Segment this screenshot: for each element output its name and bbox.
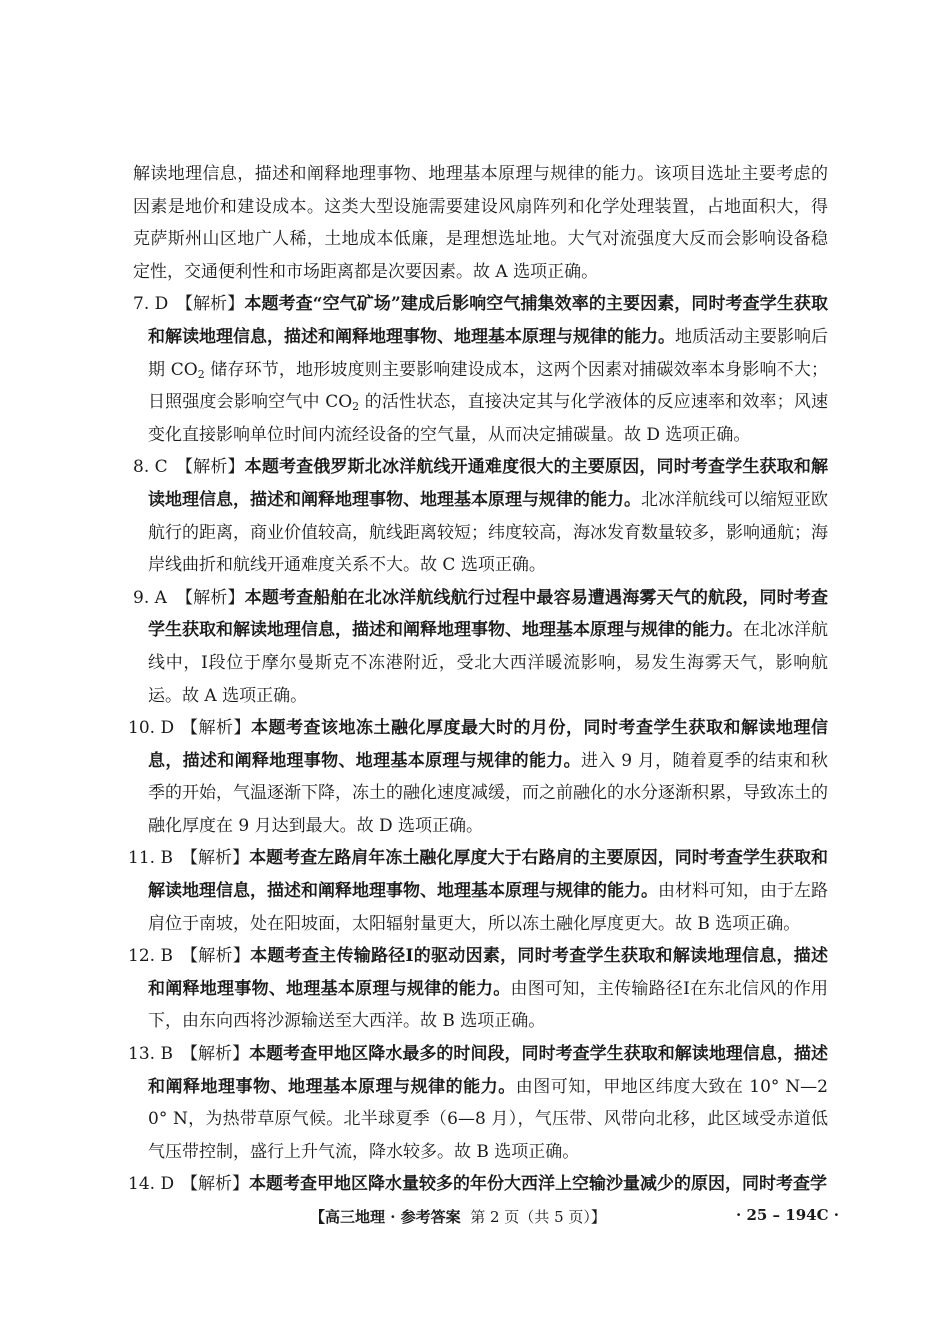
answer-number: 13. B bbox=[128, 1044, 173, 1065]
answer-content bbox=[128, 158, 829, 1201]
analysis-tag: 【解析】 bbox=[176, 457, 245, 478]
answer-number: 7. D bbox=[133, 294, 169, 315]
answer-number: 14. D bbox=[128, 1174, 175, 1195]
analysis-tag: 【解析】 bbox=[181, 946, 251, 967]
answer-item-11 bbox=[128, 842, 828, 940]
footer-title bbox=[310, 1206, 606, 1227]
answer-number: 9. A bbox=[133, 587, 167, 608]
analysis-bold-text: 本题考查该地冻土融化厚度最大时的月份，同时考查学生获取和解读地理信息，描述和阐释地理事物、地理基本原理与规律的能力。 bbox=[148, 718, 828, 771]
analysis-text: 进入 9 月，随着夏季的结束和秋季的开始，气温逐渐下降，冻土的融化速度减缓，而之前融化的水分逐渐积累，导致冻土的融化厚度在 9 月达到最大。故 D 选项正确。 bbox=[148, 750, 829, 836]
analysis-text: 由材料可知，由于左路肩位于南坡，处在阳坡面，太阳辐射量更大，所以冻土融化厚度更大。故 B 选项正确。 bbox=[148, 881, 828, 934]
subscript: 2 bbox=[197, 367, 205, 381]
answer-number: 8. C bbox=[133, 457, 168, 478]
answer-item-14 bbox=[128, 1168, 828, 1201]
answer-item-7 bbox=[133, 288, 828, 451]
analysis-text: 北冰洋航线可以缩短亚欧航行的距离，商业价值较高，航线距离较短；纬度较高，海冰发育数量较多，影响通航；海岸线曲折和航线开通难度关系不大。故 C 选项正确。 bbox=[148, 489, 828, 576]
subscript: 2 bbox=[352, 400, 360, 414]
footer-title-text: 【高三地理 · 参考答案 bbox=[310, 1208, 461, 1226]
analysis-text: 由图可知，甲地区纬度大致在 10° N—20° N，为热带草原气候。北半球夏季（6—8 月），气压带、风带向北移，此区域受赤道低气压带控制，盛行上升气流，降水较多。故 B 选项正确。 bbox=[148, 1076, 828, 1162]
analysis-text: 的活性状态，直接决定其与化学液体的反应速率和效率；风速变化直接影响单位时间内流经设备的空气量，从而决定捕碳量。故 D 选项正确。 bbox=[148, 392, 828, 445]
analysis-tag: 【解析】 bbox=[181, 1044, 250, 1065]
analysis-tag: 【解析】 bbox=[181, 848, 250, 869]
answer-item-8 bbox=[133, 451, 828, 581]
footer-page-number: 第 2 页（共 5 页）】 bbox=[470, 1208, 606, 1226]
analysis-text: 地质活动主要影响后期 CO bbox=[148, 326, 828, 380]
analysis-text: 由图可知，主传输路径Ⅰ在东北信风的作用下，由东向西将沙源输送至大西洋。故 B 选项正确。 bbox=[148, 978, 829, 1032]
analysis-bold-text: 本题考查船舶在北冰洋航线航行过程中最容易遭遇海雾天气的航段，同时考查学生获取和解读地理信息，描述和阐释地理事物、地理基本原理与规律的能力。 bbox=[148, 587, 829, 641]
analysis-tag: 【解析】 bbox=[181, 1174, 249, 1195]
footer-code: · 25 – 194C · bbox=[736, 1206, 839, 1224]
analysis-bold-text: 本题考查甲地区降水最多的时间段，同时考查学生获取和解读地理信息，描述和阐释地理事物、地理基本原理与规律的能力。 bbox=[148, 1044, 828, 1097]
analysis-text: 在北冰洋航线中，Ⅰ段位于摩尔曼斯克不冻港附近，受北大西洋暖流影响，易发生海雾天气，影响航运。故 A 选项正确。 bbox=[148, 620, 828, 706]
analysis-tag: 【解析】 bbox=[181, 718, 251, 739]
answer-item-9 bbox=[133, 582, 828, 712]
answer-item-12 bbox=[128, 940, 829, 1038]
analysis-text: 储存环节，地形坡度则主要影响建设成本，这两个因素对捕碳效率本身影响不大；日照强度会影响空气中 CO bbox=[148, 359, 828, 413]
answer-item-13 bbox=[128, 1038, 828, 1168]
analysis-bold-text: 本题考查甲地区降水量较多的年份大西洋上空输沙量减少的原因，同时考查学 bbox=[249, 1174, 827, 1195]
intro-paragraph: 解读地理信息，描述和阐释地理事物、地理基本原理与规律的能力。该项目选址主要考虑的因素是地价和建设成本。这类大型设施需要建设风扇阵列和化学处理装置，占地面积大，得克萨斯州山区地广人稀，土地成本低廉，是理想选址地。大气对流强度大反而会影响设备稳定性，交通便利性和市场距离都是次要因素。故 A 选项正确。 bbox=[133, 164, 828, 282]
answer-number: 10. D bbox=[128, 718, 175, 739]
analysis-bold-text: 本题考查“空气矿场”建成后影响空气捕集效率的主要因素，同时考查学生获取和解读地理信息，描述和阐释地理事物、地理基本原理与规律的能力。 bbox=[148, 294, 829, 347]
analysis-tag: 【解析】 bbox=[176, 294, 245, 315]
analysis-bold-text: 本题考查主传输路径Ⅰ的驱动因素，同时考查学生获取和解读地理信息，描述和阐释地理事物、地理基本原理与规律的能力。 bbox=[148, 946, 829, 999]
answer-number: 12. B bbox=[128, 946, 173, 967]
answer-number: 11. B bbox=[128, 848, 173, 869]
page-footer bbox=[0, 1206, 950, 1236]
analysis-tag: 【解析】 bbox=[176, 587, 245, 608]
analysis-bold-text: 本题考查俄罗斯北冰洋航线开通难度很大的主要原因，同时考查学生获取和解读地理信息，描述和阐释地理事物、地理基本原理与规律的能力。 bbox=[148, 457, 829, 510]
answer-item-10 bbox=[128, 712, 829, 842]
analysis-bold-text: 本题考查左路肩年冻土融化厚度大于右路肩的主要原因，同时考查学生获取和解读地理信息，描述和阐释地理事物、地理基本原理与规律的能力。 bbox=[148, 848, 828, 902]
